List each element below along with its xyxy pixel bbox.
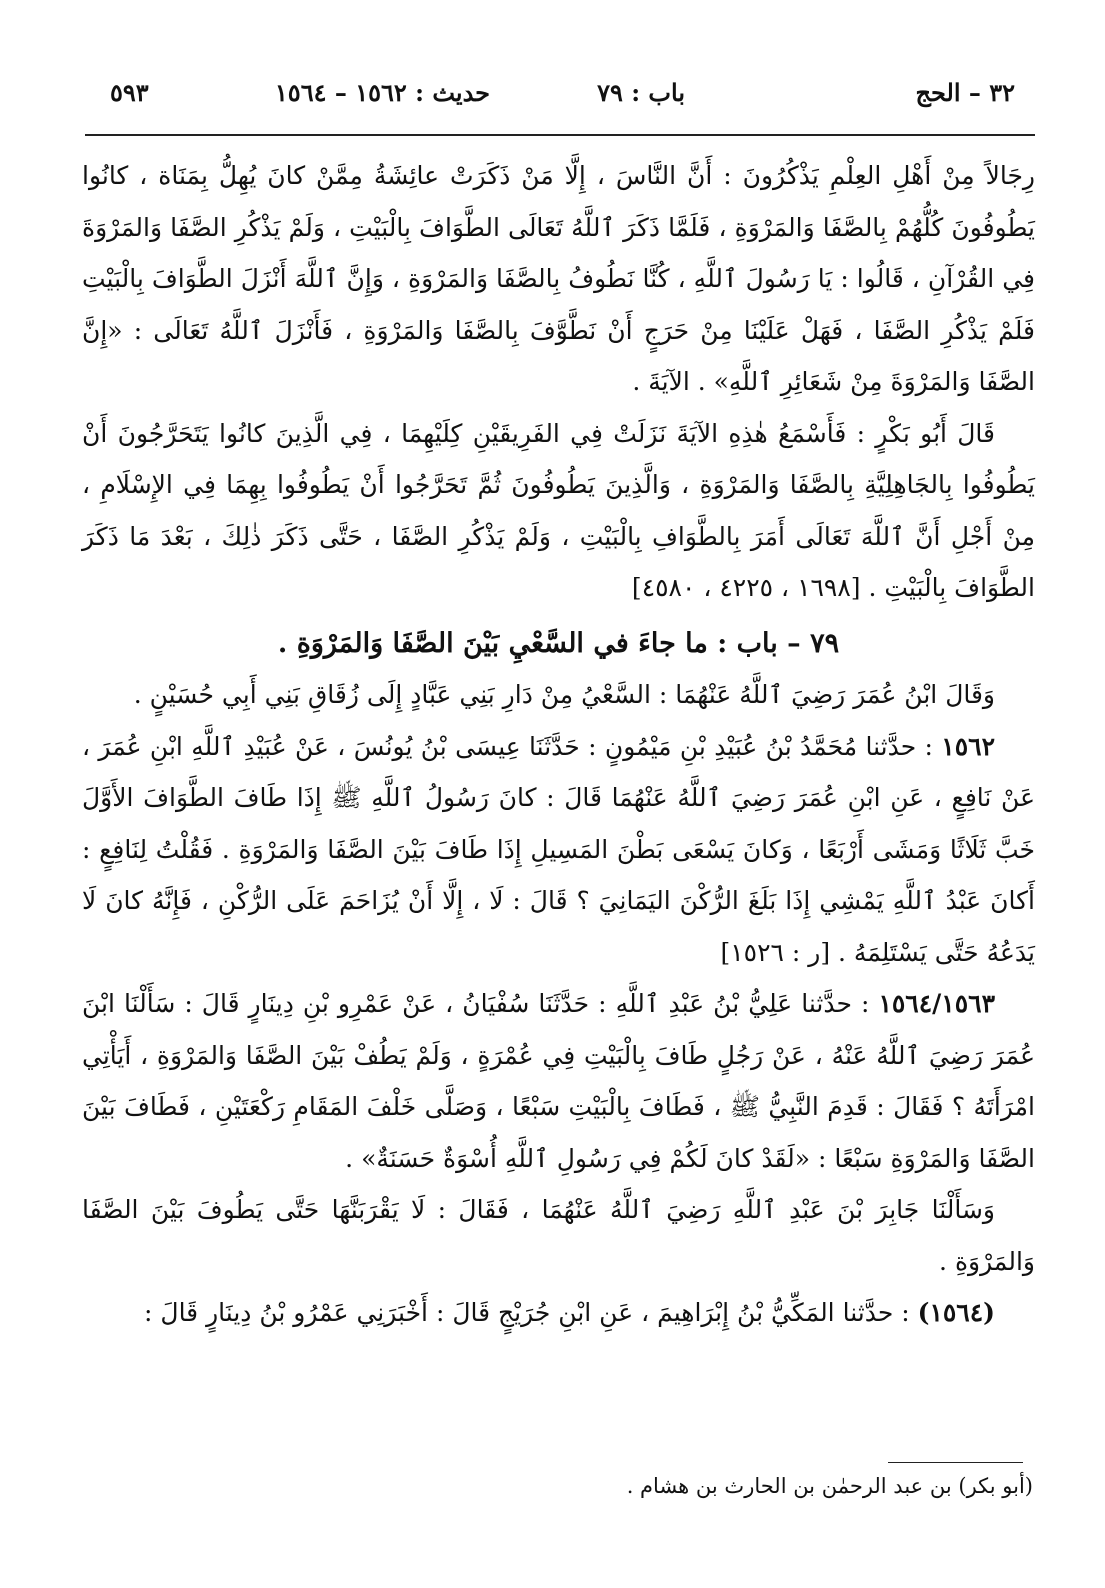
paragraph-ibn-umar: وَقَالَ ابْنُ عُمَرَ رَضِيَ ٱللَّهُ عَنْهُمَا : السَّعْيُ مِنْ دَارِ بَنِي عَبَّادٍ إِلَى زُقَاقِ بَنِي أَبِي حُسَيْنٍ . <box>133 680 995 709</box>
bab-number: باب : ٧٩ <box>597 78 685 107</box>
hadith-number: ١٥٦٤/١٥٦٣ <box>878 989 995 1018</box>
hadith-text: : حدَّثنا المَكِّيُّ بْنُ إِبْرَاهِيمَ ، عَنِ ابْنِ جُرَيْجٍ قَالَ : أَخْبَرَنِي عَمْرُو بْنُ دِينَارٍ قَالَ : <box>144 1298 918 1327</box>
hadith-text: : حدَّثنا مُحَمَّدُ بْنُ عُبَيْدِ بْنِ مَيْمُونٍ : حَدَّثَنَا عِيسَى بْنُ يُونُسَ ، عَنْ عُبَيْدِ ٱللَّهِ ابْنِ عُمَرَ ، عَنْ نَافِعٍ ، عَنِ ابْنِ عُمَرَ رَضِيَ ٱللَّهُ عَنْهُمَا قَالَ : كانَ رَسُولُ ٱللَّهِ ﷺ إِذَا طَافَ الطَّوَافَ الأَوَّلَ خَبَّ ثَلَاثًا وَمَشَى أَرْبَعًا ، وَكانَ يَسْعَى بَطْنَ المَسِيلِ إِذَا طَافَ بَيْنَ الصَّفَا وَالمَرْوَةِ . فَقُلْتُ لِنَافِعٍ : أَكانَ عَبْدُ ٱللَّهِ يَمْشِي إِذَا بَلَغَ الرُّكْنَ اليَمَانِيَ ؟ قَالَ : لَا ، إِلَّا أَنْ يُزَاحَمَ عَلَى الرُّكْنِ ، فَإِنَّهُ كانَ لَا يَدَعُهُ حَتَّى يَسْتَلِمَهُ . [ر : ١٥٢٦] <box>82 731 1035 967</box>
main-text <box>82 150 1035 1339</box>
hadith-number: ١٥٦٢ <box>941 731 995 761</box>
paragraph-aisha: رِجَالاً مِنْ أَهْلِ العِلْمِ يَذْكُرُونَ : أَنَّ النَّاسَ ، إِلَّا مَنْ ذَكَرَتْ عائِشَةُ مِمَّنْ كانَ يُهِلُّ بِمَنَاة ، كانُوا يَطُوفُونَ كُلُّهُمْ بِالصَّفَا وَالمَرْوَةِ ، فَلَمَّا ذَكَرَ ٱللَّهُ تَعَالَى الطَّوَافَ بِالْبَيْتِ ، وَلَمْ يَذْكُرِ الصَّفَا وَالمَرْوَةَ فِي القُرْآنِ ، قَالُوا : يَا رَسُولَ ٱللَّهِ ، كُنَّا نَطُوفُ بِالصَّفَا وَالمَرْوَةِ ، وَإِنَّ ٱللَّهَ أَنْزَلَ الطَّوَافَ بِالْبَيْتِ فَلَمْ يَذْكُرِ الصَّفَا ، فَهَلْ عَلَيْنَا مِنْ حَرَجٍ أَنْ نَطَّوَّفَ بِالصَّفَا وَالمَرْوَةِ ، فَأَنْزَلَ ٱللَّهُ تَعَالَى : «إِنَّ الصَّفَا وَالمَرْوَةَ مِنْ شَعَائِرِ ٱللَّهِ» . الآيَةَ . <box>82 161 1036 396</box>
page-number: ٥٩٣ <box>110 78 149 107</box>
chapter-title: ٣٢ – الحج <box>915 78 1015 107</box>
footnote: (أبو بكر) بن عبد الرحمٰن بن الحارث بن هشام . <box>626 1474 1033 1498</box>
hadith-1562 <box>82 721 1035 979</box>
hadith-number: (١٥٦٤) <box>917 1298 995 1327</box>
hadith-1564 <box>82 1287 1035 1339</box>
paragraph-abu-bakr: قَالَ أَبُو بَكْرٍ : فَأَسْمَعُ هٰذِهِ الآيَةَ نَزَلَتْ فِي الفَرِيقَيْنِ كِلَيْهِمَا ، فِي الَّذِينَ كانُوا يَتَحَرَّجُونَ أَنْ يَطُوفُوا بِالجَاهِلِيَّةِ بِالصَّفَا وَالمَرْوَةِ ، وَالَّذِينَ يَطُوفُونَ ثُمَّ تَحَرَّجُوا أَنْ يَطُوفُوا بِهِمَا فِي الإِسْلَامِ ، مِنْ أَجْلِ أَنَّ ٱللَّهَ تَعَالَى أَمَرَ بِالطَّوَافِ بِالْبَيْتِ ، وَلَمْ يَذْكُرِ الصَّفَا ، حَتَّى ذَكَرَ ذٰلِكَ ، بَعْدَ مَا ذَكَرَ الطَّوَافَ بِالْبَيْتِ . [١٦٩٨ ، ٤٢٢٥ ، ٤٥٨٠] <box>82 418 1035 602</box>
header-divider <box>85 134 1035 136</box>
hadith-text: : حدَّثنا عَلِيُّ بْنُ عَبْدِ ٱللَّهِ : حَدَّثَنَا سُفْيَانُ ، عَنْ عَمْرِو بْنِ دِينَارٍ قَالَ : سَأَلْنَا ابْنَ عُمَرَ رَضِيَ ٱللَّهُ عَنْهُ ، عَنْ رَجُلٍ طَافَ بِالْبَيْتِ فِي عُمْرَةٍ ، وَلَمْ يَطُفْ بَيْنَ الصَّفَا وَالمَرْوَةِ ، أَيَأْتِي امْرَأَتَهُ ؟ فَقَالَ : قَدِمَ النَّبِيُّ ﷺ ، فَطَافَ بِالْبَيْتِ سَبْعًا ، وَصَلَّى خَلْفَ المَقَامِ رَكْعَتَيْنِ ، فَطَافَ بَيْنَ الصَّفَا وَالمَرْوَةِ سَبْعًا : «لَقَدْ كانَ لَكُمْ فِي رَسُولِ ٱللَّهِ أُسْوَةٌ حَسَنَةٌ» . <box>82 989 1035 1173</box>
running-header <box>110 78 1015 118</box>
footnote-divider <box>888 1462 1023 1463</box>
paragraph-jabir: وَسَأَلْنَا جَابِرَ بْنَ عَبْدِ ٱللَّهِ رَضِيَ ٱللَّهُ عَنْهُمَا ، فَقَالَ : لَا يَقْرَبَنَّهَا حَتَّى يَطُوفَ بَيْنَ الصَّفَا وَالمَرْوَةِ . <box>82 1195 1035 1276</box>
bab-heading: ٧٩ – باب : ما جاءَ في السَّعْيِ بَيْنَ الصَّفَا وَالمَرْوَةِ . <box>277 627 840 659</box>
hadith-range: حديث : ١٥٦٢ – ١٥٦٤ <box>274 78 490 107</box>
hadith-1563 <box>82 978 1035 1184</box>
